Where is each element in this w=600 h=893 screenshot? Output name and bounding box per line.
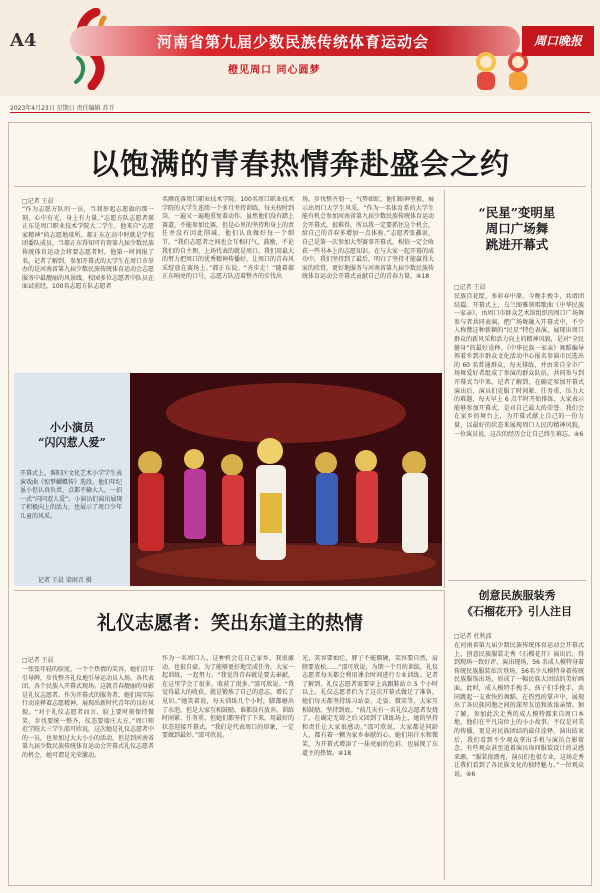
divider — [14, 590, 444, 591]
header-rule — [10, 112, 590, 113]
side-article-1-body: 民族百花绽，多彩春中原。今晚手挽手，共谱团结篇。开幕式上，乌兰图雅领唱歌曲《中华民族一家亲》，由周口市群众艺术馆组织的周口广场舞参与者共同表演，把广场舞融入开幕式中，不少人称赞这种新颖的“民星”特色表演，展现出周口群众的新风采和活力向上的精神风貌，是对“全民健身”的最好诠释。《中华民族一家亲》舞蹈编导领着乡到市群众文化活动中心报名参演市民选出的 60 名普通群众，每天排练，并由来自全市广场舞爱好者组成了参演的群众队伍，共同参与到开幕式当中来。记者了解到，在确定参加开幕式演出后，演员们克服了时间紧、任务重、压力大的难题，每天早上 6 点半时开始排练，大家表示能够参加开幕式，是对自己最大的荣誉。我们会在家乡的舞台上，为开幕式献上自己的一份力量，以最好的状态来展现周口人民的精神风貌。一位演员说，这次的经历会让自己终生难忘。④6 — [454, 293, 584, 438]
second-article-col3: 光，笑容要灿烂，脖子不能僵硬，笑容要自然，肩膀要放松……”邵可欣说，为期一个月的训练，礼仪志愿者每天都会利用课余时间进行专业训练。记者了解到，礼仪志愿者需要穿上高跟鞋站立 5 个小时以上，礼仪志愿者们为了这次开幕式做足了准备，她们每天都坚持练习站姿、走姿、微笑等，大家互相鼓励，坚持到底。“前几天有一名礼仪志愿者发烧了，在确定无碍之后又回到了训练场上，她的坚持和责任让大家很感动。”邵可欣说，大家都是同龄人，都有着一颗为家乡奉献的心。她们用汗水和微笑，为开幕式增添了一抹亮丽的色彩，也展现了东道主的热情。④18 — [302, 655, 438, 757]
side-article-2-byline: □记者 杜秋波 — [454, 633, 492, 640]
column-divider — [444, 190, 445, 588]
second-headline: 礼仪志愿者：笑出东道主的热情 — [96, 612, 363, 634]
main-headline: 以饱满的青春热情奔赴盛会之约 — [89, 147, 510, 181]
side-article-2-body: 在河南省第九届少数民族传统体育运动会开幕式上，创意民族服装走秀《石榴花开》演出后，得到现场一致好评。演出现场，56 名成人模特身着传统民族服装依次登场，56名少儿模特身着传统民族服饰出场，形成了一幅民族大团结的美好画面。此时，成人模特手挽手，孩子们手挽手，共同跳起一支欢快的舞蹈，在热烈的掌声中，展现出了各民族同胞之间的深厚友谊和浓浓亲情。据了解，参加此次走秀的成人模特都来自周口本地，他们在平凡岗位上的小小故事，不仅是对美的传播，更是对民族团结的最佳诠释。演出结束后，我们看到不少观众拿出手机与演员合影留念，有些观众甚至追着演员询问服装设计的灵感来源。“服装很漂亮，演员们也很专业，这场走秀让我们看到了各民族文化的独特魅力。”一位观众说。④6 — [454, 642, 584, 778]
main-article-col2: 名额花落周口职业技术学院。100名周口职业技术学院的大学生连续一个多月坚持训练，每天按时到岗，一遍又一遍地重复着动作。虽然他们没有踏上赛道，不能参加比赛，但是心里的坚持和身上的责任并没有因此削减，他们认真做好每一个细节。“我们志愿者之间也会互相打气，鼓励，不论我们的自主理，上场代表的就是周口。我们用最大的努力把周口的优秀精神传播好，让周口的青春风采绽放在赛场上。”郝正东说。“齐步走！”随着郝正东响亮的口号，志愿方队迈着整齐的步伐出 — [162, 196, 294, 281]
second-article-col1: 一张张年轻的脸庞，一个个热情的笑容，她们青年引导牌，步伐整齐礼仪地引导运动员入场。各代表团、各个民族入开幕式现场。这就青春靓丽的身影是礼仪志愿者。作为开幕式的服务者，她们用实际行动诠释着志愿精神，展现出新时代青年的良好风貌。“对于礼仪志愿者而言，脸上要时刻保持微笑，步伐要统一整齐，仪态要端庄大方。”周口师范学院大三学生邵可欣说，这次她是礼仪志愿者中的一员，也参加过大大小小的活动，但是到河南省第九届少数民族传统体育运动会开幕式礼仪志愿者的机会，她可谓是光荣激动。 — [22, 666, 154, 759]
column-divider — [444, 590, 445, 880]
side-article-1-byline: □记者 王晨 — [454, 284, 486, 291]
divider — [448, 580, 586, 581]
banner-title: 河南省第九届少数民族传统体育运动会 — [156, 33, 429, 51]
photo-credit: 记者 王晨 梁雨音 摄 — [38, 577, 92, 584]
dateline: 2023年4月23日 星期日 责任编辑 苏芥 — [10, 105, 115, 112]
main-article-col3: 场，步伐整齐划一，气势如虹，他们眼神坚毅，展示出周口大学生风采。“作为一名体育系的大学生能有机会参加河南省第九届少数民族传统体育运动会开幕式，很难得，所以我一定要抓住这个机会，给自己的青春多增加一点体验。”志愿者张鑫说，自己是第一次参加大型赛事开幕式，相信一定会收获一些书本上的志愿知识。在与大家一起开幕的成功中，我们坚持到了最后，明白了坚持才能赢得大家的欣赏，更好地服务与河南省第九届少数民族传统体育运动会开幕式贡献自己的青春力量。④18 — [302, 196, 434, 281]
main-article-col1: “作为志愿方队的一员，当我举起志愿旗的那一刻，心中有光，身上有力量。”志愿方队志愿者郝正东是周口职业技术学院大二学生，他来自“志愿家精神”的志愿地球所。郝正东在高中时就是学校团委队成员，当郝正东得知可有资第九届少数民族传统体育运动会将要志愿者时，他第一时间报了名。记者了解到，参加开幕式的大学生在周口市举办的是河南省第九届少数民族传统体育运动会志愿服务中最靓丽的风景线，校园多位志愿者中队员在面试前经，100名志愿方队志愿者 — [22, 206, 154, 291]
side-article-2-title: 创意民族服装秀 《石榴花开》引人注目 — [462, 589, 572, 618]
newspaper-logo-text: 周口晚报 — [533, 34, 582, 48]
page-number: A4 — [10, 30, 37, 51]
second-byline: □记者 王晨 — [22, 657, 54, 664]
divider — [14, 186, 586, 187]
photo-caption: 开幕式上，淮阳区文化艺术小学学生表演戏曲《惊梦蝴蝶传》选段。他们年纪虽小但认真负责，点都不输大人，一招一式“闪闪惹人爱”。小演员们演出展现了积极向上的活力，也展示了周口少年儿童的风采。 — [20, 470, 123, 520]
main-byline: □记者 王晨 — [22, 198, 54, 205]
side-article-1-title: “民星”变明星 周口广场舞 跳进开幕式 — [478, 205, 556, 252]
slogan: 橙见周口 同心圆梦 — [228, 65, 321, 76]
second-article-col2: 作为一名周口人，这种机会在自己家乡，我很激动，也很自豪。为了能够更好地完成任务，大家一起训练，一起努力。“我觉得青春就是要去奉献，在这里学会了很多，收获了很多。”邵可欣说。“我觉得最大的收获，就是锻炼了自己的意志，增长了见识。”她笑着说，每天训练几个小时，脚都磨出了水泡，但是大家互相鼓励，谁都没有放弃。训练时间紧、任务重，但她们都坚持了下来，用最好的状态迎接开幕式。“我们是代表周口的形象，一定要做到最好。”邵可欣说。 — [162, 655, 294, 740]
opera-performance-photo — [130, 373, 442, 586]
photo-title: 小小演员 “闪闪惹人爱” — [38, 421, 106, 449]
